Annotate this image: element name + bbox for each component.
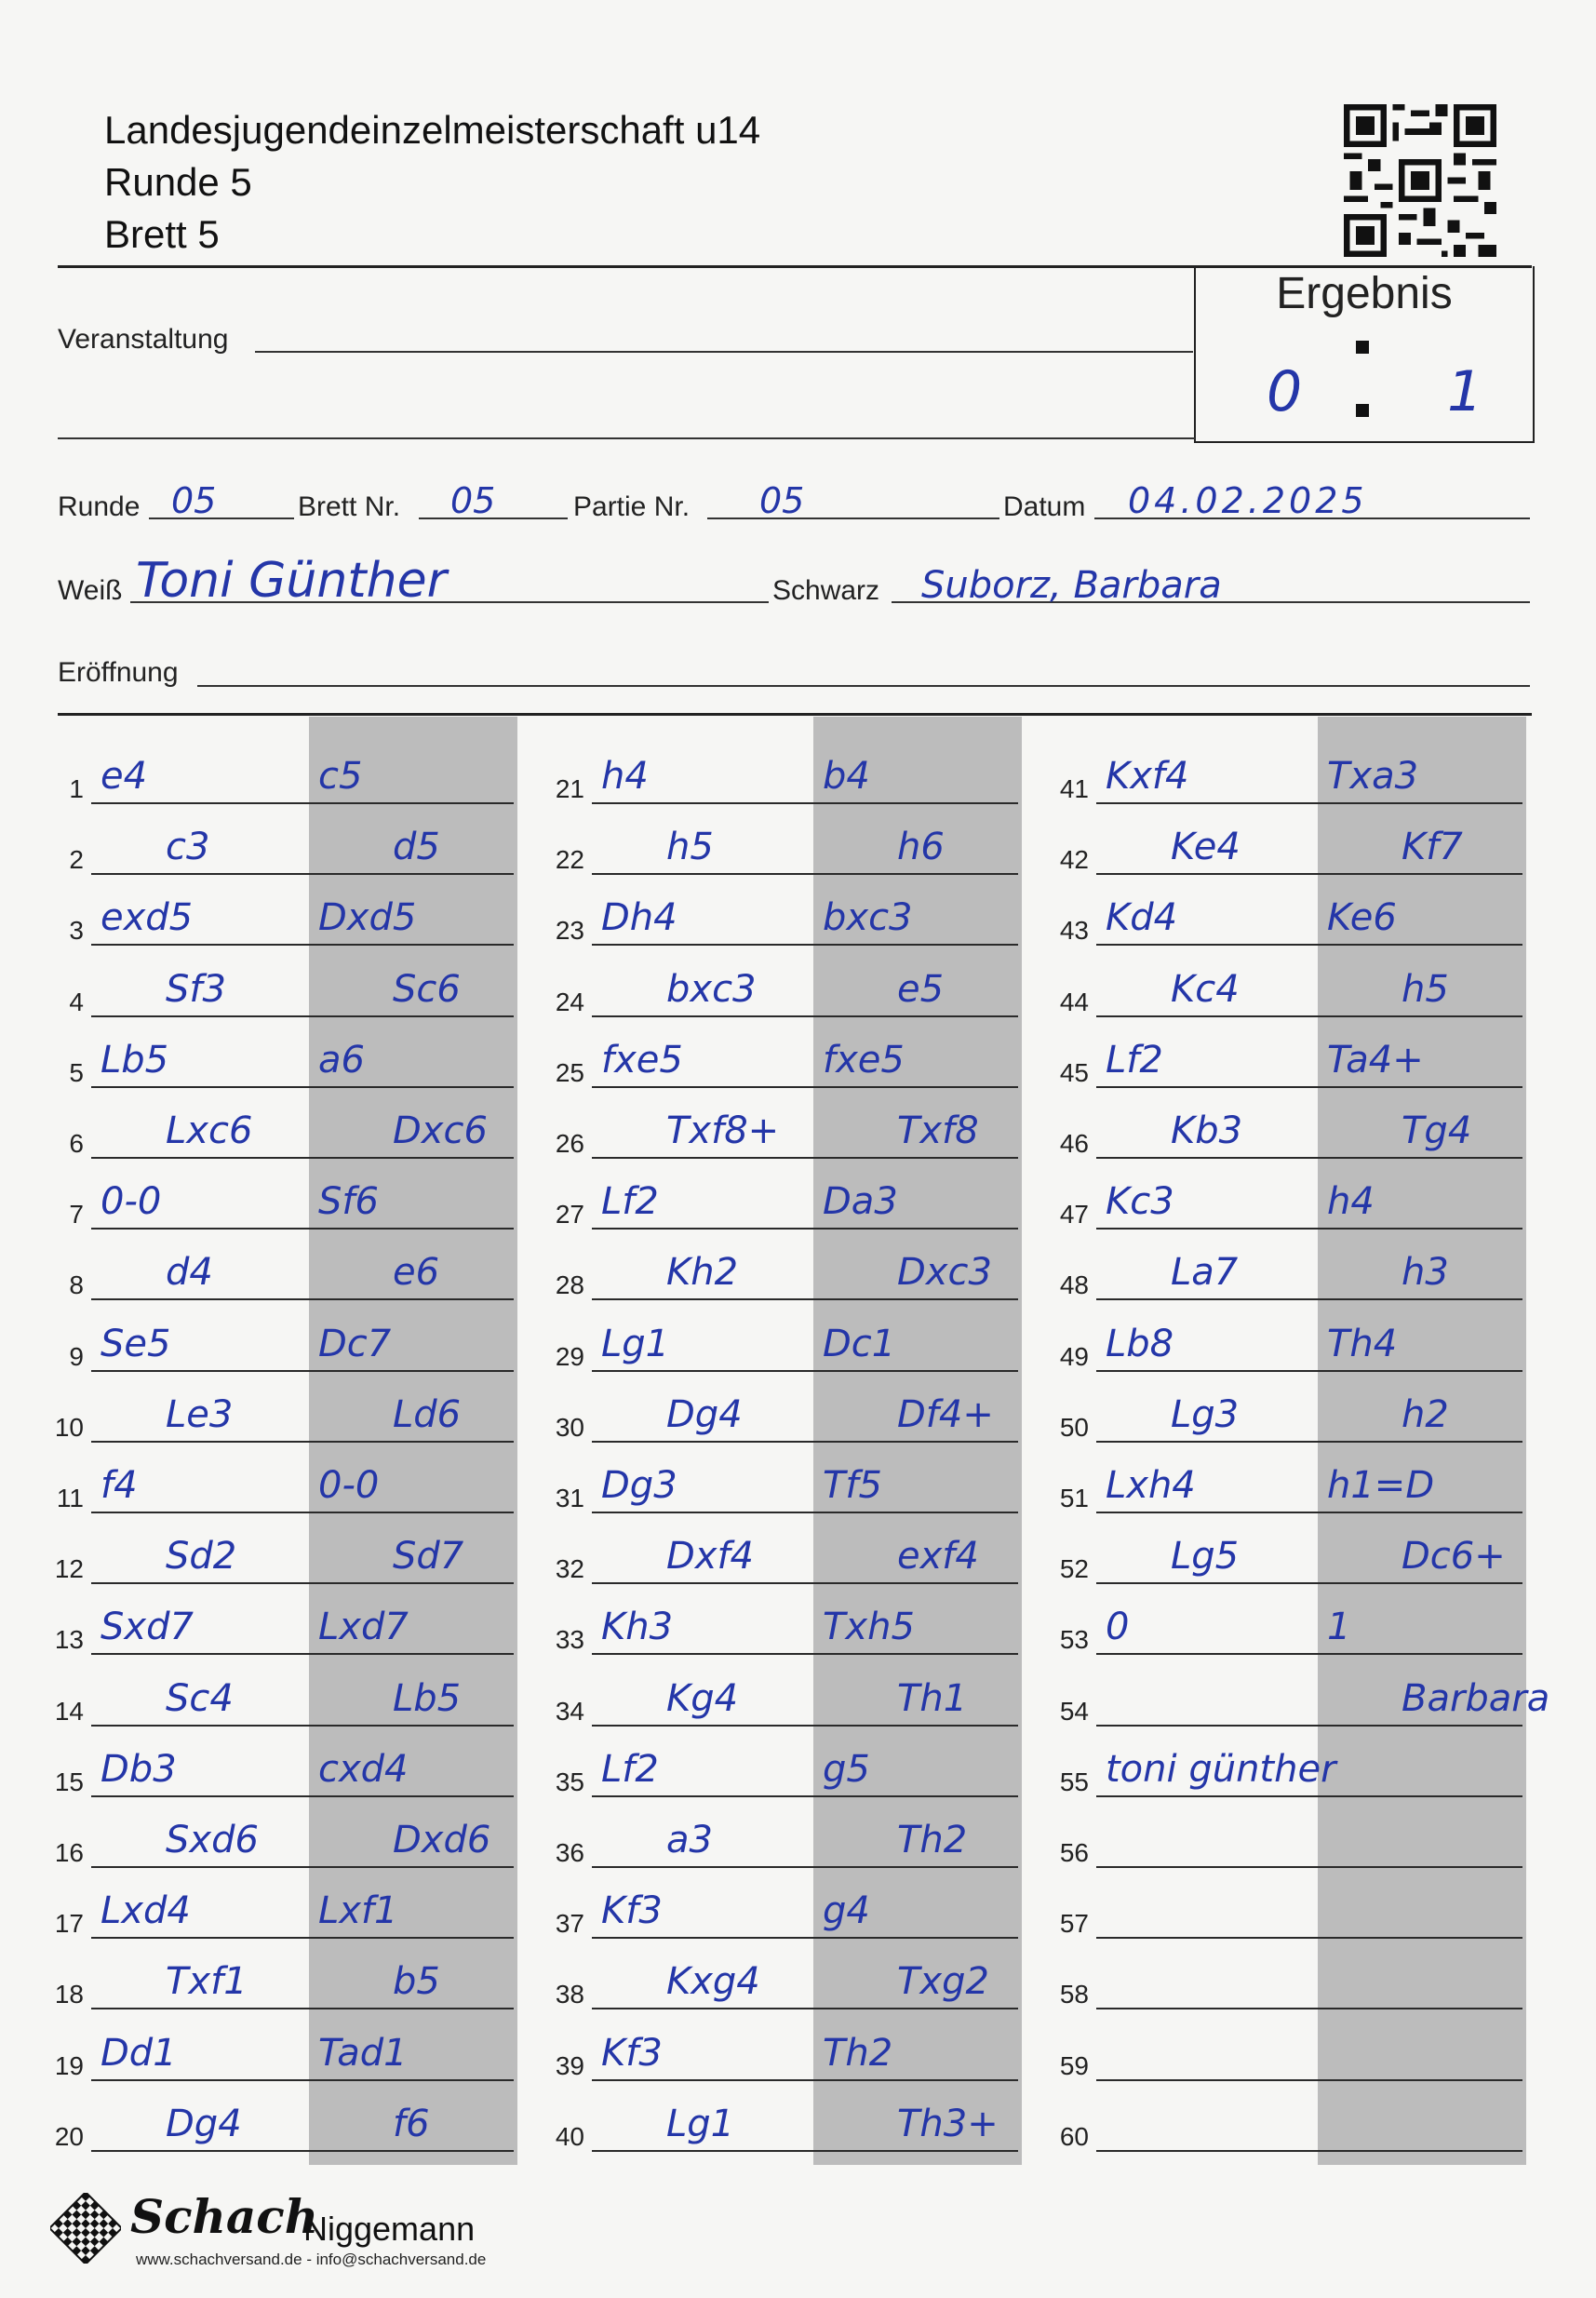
- move-number: 12: [54, 1554, 84, 1583]
- move-number: 48: [1059, 1270, 1089, 1299]
- move-number: 4: [69, 988, 84, 1016]
- white-move: Kh2: [666, 1251, 739, 1294]
- black-move: Tg4: [1402, 1109, 1472, 1152]
- black-move: h3: [1402, 1251, 1449, 1294]
- white-move: d4: [166, 1251, 213, 1294]
- move-number: 52: [1059, 1554, 1089, 1583]
- move-row-line: [1096, 1086, 1522, 1088]
- black-move: Df4+: [897, 1393, 994, 1436]
- move-row-line: [592, 2150, 1018, 2152]
- move-number: 31: [555, 1484, 584, 1512]
- move-number: 59: [1059, 2051, 1089, 2080]
- move-number: 35: [555, 1767, 584, 1796]
- move-number: 55: [1059, 1767, 1089, 1796]
- move-number: 30: [555, 1413, 584, 1442]
- move-row-line: [592, 802, 1018, 804]
- white-move: Dg3: [601, 1464, 677, 1507]
- white-move: Sxd6: [166, 1819, 259, 1861]
- event-label: Veranstaltung: [58, 324, 229, 355]
- move-number: 58: [1059, 1980, 1089, 2009]
- white-move: f4: [101, 1464, 138, 1507]
- black-move: e6: [393, 1251, 440, 1294]
- black-move: h2: [1402, 1393, 1449, 1436]
- move-row-line: [91, 1228, 514, 1230]
- black-move: 1: [1327, 1606, 1351, 1648]
- white-move: Le3: [166, 1393, 234, 1436]
- opening-line: [197, 685, 1530, 687]
- white-move: a3: [666, 1819, 713, 1861]
- move-number: 41: [1059, 774, 1089, 803]
- move-number: 20: [54, 2122, 84, 2151]
- move-row-line: [592, 1441, 1018, 1443]
- black-move: Da3: [823, 1180, 898, 1223]
- move-number: 25: [555, 1058, 584, 1087]
- move-number: 18: [54, 1980, 84, 2009]
- move-row-line: [592, 1866, 1018, 1868]
- black-move: Lxd7: [318, 1606, 409, 1648]
- board-title: Brett 5: [104, 212, 220, 256]
- game-label: Partie Nr.: [573, 491, 691, 522]
- move-number: 56: [1059, 1838, 1089, 1867]
- move-number: 11: [56, 1484, 84, 1512]
- move-number: 51: [1059, 1484, 1089, 1512]
- white-move: Kg4: [666, 1677, 739, 1720]
- move-row-line: [1096, 1582, 1522, 1584]
- black-move: Txf8: [897, 1109, 979, 1152]
- black-move: Th4: [1327, 1323, 1398, 1365]
- white-move: Se5: [101, 1323, 171, 1365]
- date-label: Datum: [1003, 491, 1086, 522]
- event-title: Landesjugendeinzelmeisterschaft u14: [104, 108, 761, 152]
- event-rule: [58, 437, 1195, 439]
- move-row-line: [1096, 873, 1522, 875]
- move-row-line: [1096, 1937, 1522, 1939]
- black-move: h4: [1327, 1180, 1375, 1223]
- move-number: 50: [1059, 1413, 1089, 1442]
- move-row-line: [1096, 1441, 1522, 1443]
- move-row-line: [1096, 1866, 1522, 1868]
- black-move: Sf6: [318, 1180, 379, 1223]
- move-number: 23: [555, 916, 584, 945]
- white-move: Lg1: [666, 2103, 735, 2145]
- black-move: Ta4+: [1327, 1039, 1424, 1082]
- black-move: Dxc6: [393, 1109, 488, 1152]
- black-move: Dc6+: [1402, 1535, 1506, 1578]
- move-number: 39: [555, 2051, 584, 2080]
- white-move: Kd4: [1106, 896, 1178, 939]
- black-move: bxc3: [823, 896, 913, 939]
- white-move: Lxh4: [1106, 1464, 1196, 1507]
- move-number: 46: [1059, 1129, 1089, 1158]
- black-move: g4: [823, 1889, 870, 1932]
- move-row-line: [91, 802, 514, 804]
- black-move: e5: [897, 968, 945, 1011]
- move-row-line: [1096, 2008, 1522, 2009]
- board-label: Brett Nr.: [298, 491, 401, 522]
- move-row-line: [592, 1015, 1018, 1017]
- black-move: Sd7: [393, 1535, 464, 1578]
- white-move: bxc3: [666, 968, 757, 1011]
- move-number: 33: [555, 1625, 584, 1654]
- white-move: Lb5: [101, 1039, 169, 1082]
- move-number: 5: [69, 1058, 84, 1087]
- white-move: Lg1: [601, 1323, 670, 1365]
- move-number: 17: [54, 1909, 84, 1938]
- move-number: 29: [555, 1342, 584, 1371]
- black-move: h6: [897, 826, 945, 868]
- black-move: Th3+: [897, 2103, 999, 2145]
- move-number: 57: [1059, 1909, 1089, 1938]
- white-move: Sxd7: [101, 1606, 194, 1648]
- event-line: [255, 351, 1193, 353]
- move-number: 7: [69, 1200, 84, 1229]
- move-row-line: [91, 1866, 514, 1868]
- move-number: 9: [69, 1342, 84, 1371]
- white-move: La7: [1171, 1251, 1239, 1294]
- white-move: Lxd4: [101, 1889, 191, 1932]
- move-number: 22: [555, 845, 584, 874]
- move-row-line: [592, 944, 1018, 946]
- black-move: Lb5: [393, 1677, 462, 1720]
- move-number: 43: [1059, 916, 1089, 945]
- move-number: 42: [1059, 845, 1089, 874]
- move-number: 36: [555, 1838, 584, 1867]
- white-move: Dg4: [666, 1393, 743, 1436]
- move-number: 47: [1059, 1200, 1089, 1229]
- white-move: Kf3: [601, 2032, 663, 2075]
- move-row-line: [1096, 2079, 1522, 2081]
- black-move: Ld6: [393, 1393, 462, 1436]
- move-number: 38: [555, 1980, 584, 2009]
- move-number: 37: [555, 1909, 584, 1938]
- black-move: Dxc3: [897, 1251, 992, 1294]
- move-number: 27: [555, 1200, 584, 1229]
- white-move: Kc3: [1106, 1180, 1174, 1223]
- white-move: toni günther: [1106, 1748, 1336, 1791]
- move-row-line: [91, 1512, 514, 1513]
- move-row-line: [91, 1157, 514, 1159]
- black-move: Txg2: [897, 1960, 989, 2003]
- white-move: exd5: [101, 896, 194, 939]
- white-move: Kxg4: [666, 1960, 760, 2003]
- black-move: exf4: [897, 1535, 979, 1578]
- white-player: Toni Günther: [136, 553, 448, 609]
- move-row-line: [1096, 1157, 1522, 1159]
- move-row-line: [91, 1937, 514, 1939]
- move-number: 15: [54, 1767, 84, 1796]
- white-move: c3: [166, 826, 210, 868]
- black-move: Txa3: [1327, 755, 1419, 798]
- black-move: Sc6: [393, 968, 461, 1011]
- move-row-line: [1096, 1512, 1522, 1513]
- move-number: 54: [1059, 1697, 1089, 1726]
- move-number: 6: [69, 1129, 84, 1158]
- move-row-line: [91, 1582, 514, 1584]
- move-row-line: [592, 2008, 1018, 2009]
- round-label: Runde: [58, 491, 141, 522]
- move-row-line: [592, 873, 1018, 875]
- brand-logo: Schach: [130, 2189, 319, 2244]
- white-move: Kf3: [601, 1889, 663, 1932]
- white-move: Lf2: [1106, 1039, 1163, 1082]
- white-move: Txf1: [166, 1960, 248, 2003]
- white-move: Ke4: [1171, 826, 1241, 868]
- black-move: 0-0: [318, 1464, 380, 1507]
- move-row-line: [91, 1795, 514, 1797]
- move-row-line: [1096, 2150, 1522, 2152]
- black-move: Th1: [897, 1677, 968, 1720]
- white-move: Sc4: [166, 1677, 234, 1720]
- black-move: Ke6: [1327, 896, 1397, 939]
- chessboard-logo-icon: [50, 2193, 121, 2264]
- black-move: f6: [393, 2103, 430, 2145]
- move-number: 44: [1059, 988, 1089, 1016]
- white-move: fxe5: [601, 1039, 683, 1082]
- move-number: 26: [555, 1129, 584, 1158]
- move-row-line: [91, 944, 514, 946]
- result-dot: [1356, 404, 1369, 417]
- black-move: Dxd6: [393, 1819, 491, 1861]
- move-row-line: [91, 1653, 514, 1655]
- move-row-line: [1096, 1370, 1522, 1372]
- white-move: Db3: [101, 1748, 177, 1791]
- black-move: Tf5: [823, 1464, 882, 1507]
- move-number: 32: [555, 1554, 584, 1583]
- white-move: h5: [666, 826, 714, 868]
- black-move: Dc7: [318, 1323, 392, 1365]
- black-move: b4: [823, 755, 870, 798]
- move-number: 40: [555, 2122, 584, 2151]
- white-move: Sd2: [166, 1535, 237, 1578]
- move-number: 53: [1059, 1625, 1089, 1654]
- game-value: 05: [759, 480, 805, 521]
- move-row-line: [1096, 802, 1522, 804]
- white-move: Lf2: [601, 1180, 659, 1223]
- black-move: h5: [1402, 968, 1449, 1011]
- brand-contact: www.schachversand.de - info@schachversand.de: [136, 2251, 487, 2268]
- white-move: e4: [101, 755, 148, 798]
- move-row-line: [91, 1441, 514, 1443]
- move-number: 34: [555, 1697, 584, 1726]
- move-row-line: [1096, 1015, 1522, 1017]
- move-row-line: [91, 873, 514, 875]
- move-number: 8: [69, 1270, 84, 1299]
- move-row-line: [91, 1015, 514, 1017]
- black-move: Lxf1: [318, 1889, 398, 1932]
- table-rule: [58, 713, 1532, 716]
- move-number: 16: [54, 1838, 84, 1867]
- move-row-line: [592, 1228, 1018, 1230]
- move-row-line: [592, 1582, 1018, 1584]
- qr-code: [1344, 101, 1496, 261]
- black-move: cxd4: [318, 1748, 409, 1791]
- white-move: 0-0: [101, 1180, 162, 1223]
- black-move: Tad1: [318, 2032, 408, 2075]
- date-value: 04.02.2025: [1128, 480, 1368, 521]
- move-row-line: [592, 1157, 1018, 1159]
- round-value: 05: [171, 480, 217, 521]
- black-move: fxe5: [823, 1039, 905, 1082]
- move-row-line: [592, 1725, 1018, 1727]
- white-move: Lb8: [1106, 1323, 1174, 1365]
- move-row-line: [1096, 1298, 1522, 1300]
- move-row-line: [592, 1795, 1018, 1797]
- white-move: Lxc6: [166, 1109, 253, 1152]
- move-row-line: [91, 1725, 514, 1727]
- move-number: 13: [54, 1625, 84, 1654]
- brand-name: Niggemann: [303, 2210, 476, 2248]
- move-number: 45: [1059, 1058, 1089, 1087]
- move-number: 28: [555, 1270, 584, 1299]
- move-row-line: [1096, 1228, 1522, 1230]
- black-move: Dxd5: [318, 896, 417, 939]
- black-move: g5: [823, 1748, 870, 1791]
- game-line: [707, 517, 999, 519]
- white-move: h4: [601, 755, 649, 798]
- black-player: Suborz, Barbara: [921, 564, 1222, 607]
- result-white: 0: [1267, 359, 1303, 424]
- black-move: Th2: [823, 2032, 893, 2075]
- move-row-line: [592, 1512, 1018, 1513]
- opening-label: Eröffnung: [58, 657, 179, 688]
- move-number: 14: [54, 1697, 84, 1726]
- white-move: Sf3: [166, 968, 226, 1011]
- move-row-line: [1096, 944, 1522, 946]
- white-move: Lg3: [1171, 1393, 1240, 1436]
- black-move: Txh5: [823, 1606, 915, 1648]
- move-row-line: [91, 1298, 514, 1300]
- move-row-line: [592, 1370, 1018, 1372]
- black-move: c5: [318, 755, 363, 798]
- move-row-line: [1096, 1653, 1522, 1655]
- move-row-line: [592, 2079, 1018, 2081]
- move-row-line: [592, 1937, 1018, 1939]
- move-row-line: [592, 1653, 1018, 1655]
- move-row-line: [91, 2079, 514, 2081]
- white-move: Kh3: [601, 1606, 674, 1648]
- move-row-line: [91, 1086, 514, 1088]
- white-move: Kc4: [1171, 968, 1240, 1011]
- result-black: 1: [1447, 359, 1483, 424]
- result-title: Ergebnis: [1276, 269, 1453, 318]
- white-move: Dxf4: [666, 1535, 755, 1578]
- move-number: 3: [69, 916, 84, 945]
- white-move: Txf8+: [666, 1109, 780, 1152]
- black-move: b5: [393, 1960, 440, 2003]
- black-move: Dc1: [823, 1323, 896, 1365]
- round-title: Runde 5: [104, 160, 252, 204]
- move-number: 24: [555, 988, 584, 1016]
- move-number: 60: [1059, 2122, 1089, 2151]
- white-move: Lf2: [601, 1748, 659, 1791]
- white-move: Kxf4: [1106, 755, 1189, 798]
- white-move: Dd1: [101, 2032, 177, 2075]
- black-move: a6: [318, 1039, 365, 1082]
- move-number: 2: [69, 845, 84, 874]
- move-number: 1: [69, 774, 84, 803]
- move-row-line: [91, 2008, 514, 2009]
- black-move: d5: [393, 826, 440, 868]
- move-row-line: [592, 1298, 1018, 1300]
- white-move: 0: [1106, 1606, 1130, 1648]
- move-row-line: [1096, 1725, 1522, 1727]
- white-label: Weiß: [58, 575, 123, 606]
- move-row-line: [592, 1086, 1018, 1088]
- move-row-line: [91, 1370, 514, 1372]
- black-move: h1=D: [1327, 1464, 1435, 1507]
- black-move: Th2: [897, 1819, 968, 1861]
- white-move: Dg4: [166, 2103, 242, 2145]
- move-number: 19: [54, 2051, 84, 2080]
- white-move: Kb3: [1171, 1109, 1243, 1152]
- black-move: Kf7: [1402, 826, 1463, 868]
- result-box: [1194, 266, 1535, 443]
- move-number: 10: [54, 1413, 84, 1442]
- white-move: Lg5: [1171, 1535, 1240, 1578]
- move-number: 49: [1059, 1342, 1089, 1371]
- result-dot: [1356, 341, 1369, 354]
- board-value: 05: [450, 480, 496, 521]
- move-number: 21: [555, 774, 584, 803]
- black-move: Barbara: [1402, 1677, 1550, 1720]
- black-label: Schwarz: [772, 575, 880, 606]
- white-move: Dh4: [601, 896, 677, 939]
- move-row-line: [91, 2150, 514, 2152]
- move-row-line: [1096, 1795, 1522, 1797]
